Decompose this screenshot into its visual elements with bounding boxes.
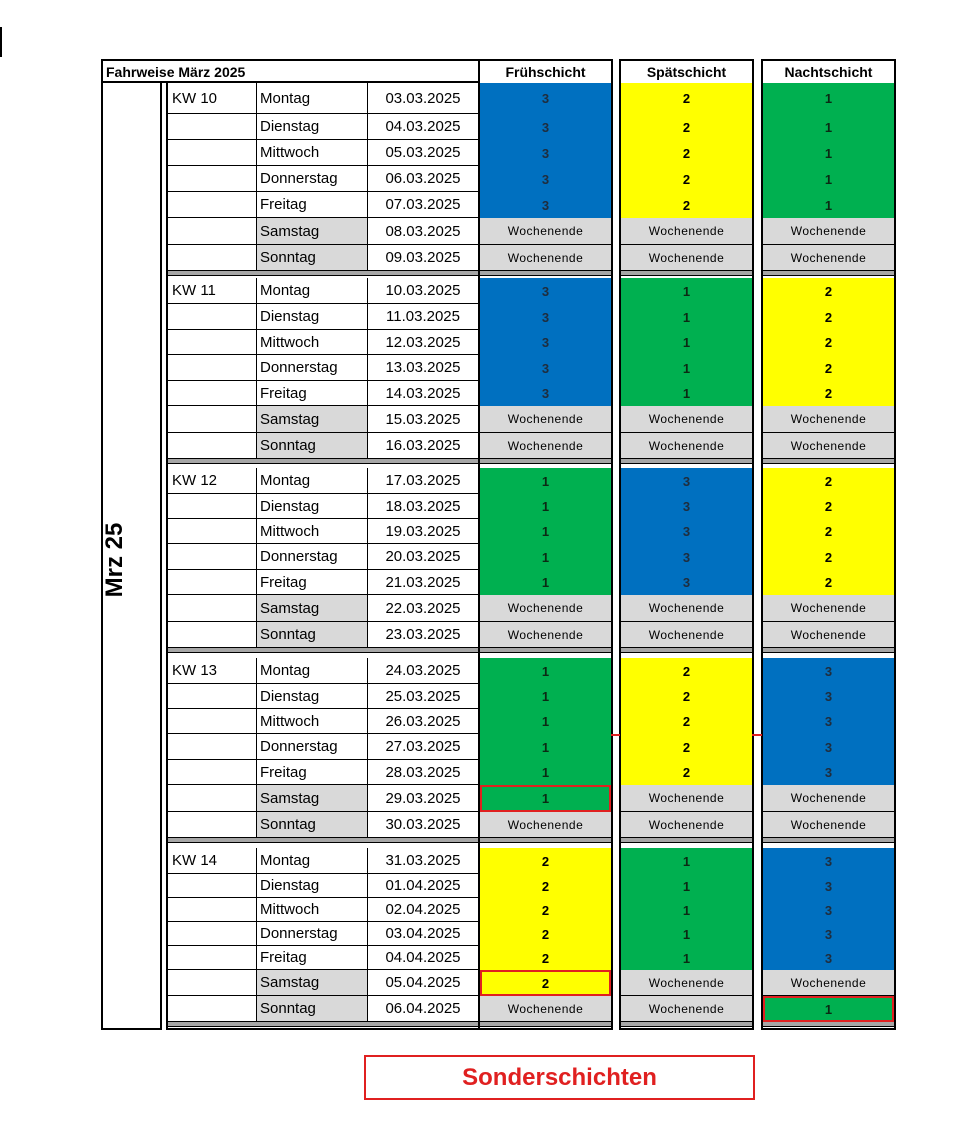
- shift-cell: 3: [480, 114, 611, 140]
- week-separator: [621, 1022, 752, 1027]
- shift-cell: 3: [763, 734, 894, 760]
- week-label: [172, 245, 256, 270]
- weekend-cell: Wochenende: [480, 996, 611, 1022]
- date-cell: 09.03.2025: [367, 245, 478, 270]
- table-row: [168, 355, 478, 381]
- weekday-cell: Freitag: [256, 570, 367, 594]
- table-row: [168, 946, 478, 970]
- date-cell: 04.04.2025: [367, 946, 478, 969]
- week-label: KW 10: [172, 89, 218, 107]
- table-row: [168, 494, 478, 519]
- weekend-cell: Wochenende: [621, 970, 752, 996]
- week-label: [172, 595, 256, 621]
- weekend-cell: Wochenende: [763, 595, 894, 622]
- weekend-cell: Wochenende: [621, 595, 752, 622]
- week-label: [172, 874, 256, 897]
- date-cell: 15.03.2025: [367, 406, 478, 432]
- weekend-cell: Wochenende: [763, 218, 894, 245]
- shift-cell: 2: [621, 192, 752, 218]
- special-shift-cell: 2: [480, 970, 611, 996]
- weekend-cell: Wochenende: [621, 218, 752, 245]
- weekend-cell: Wochenende: [480, 218, 611, 245]
- shift-cell: 1: [480, 658, 611, 684]
- table-row: [168, 140, 478, 166]
- week-label: [172, 114, 256, 139]
- shift-cell: 2: [763, 494, 894, 519]
- week-label: [172, 946, 256, 969]
- day-rows: [166, 83, 478, 1030]
- week-separator: [480, 648, 611, 653]
- weekday-cell: Dienstag: [256, 114, 367, 139]
- shift-header-frueh: Frühschicht: [480, 61, 611, 85]
- week-label: [172, 433, 256, 458]
- weekday-cell: Montag: [256, 278, 367, 303]
- weekend-cell: Wochenende: [480, 433, 611, 459]
- table-row: [168, 785, 478, 812]
- week-label: [172, 519, 256, 543]
- shift-cell: 3: [763, 946, 894, 970]
- shift-cell: 2: [621, 140, 752, 166]
- week-label: [172, 709, 256, 733]
- weekday-cell: Montag: [256, 83, 367, 113]
- shift-cell: 3: [621, 519, 752, 544]
- table-row: [168, 709, 478, 734]
- date-cell: 18.03.2025: [367, 494, 478, 518]
- weekday-cell: Donnerstag: [256, 544, 367, 569]
- weekday-cell: Dienstag: [256, 494, 367, 518]
- date-cell: 01.04.2025: [367, 874, 478, 897]
- weekday-cell: Montag: [256, 658, 367, 683]
- week-label: [172, 570, 256, 594]
- shift-cell: 2: [763, 304, 894, 330]
- week-label: [172, 734, 256, 759]
- table-row: [168, 330, 478, 355]
- shift-cell: 3: [763, 760, 894, 785]
- table-row: [168, 114, 478, 140]
- week-separator: [168, 838, 478, 843]
- shift-cell: 1: [621, 304, 752, 330]
- weekday-cell: Sonntag: [256, 996, 367, 1021]
- shift-cell: 3: [763, 709, 894, 734]
- weekday-cell: Samstag: [256, 218, 367, 244]
- week-label: KW 14: [172, 852, 218, 869]
- weekday-cell: Montag: [256, 468, 367, 493]
- table-row: [168, 874, 478, 898]
- date-cell: 28.03.2025: [367, 760, 478, 784]
- weekend-cell: Wochenende: [480, 595, 611, 622]
- weekend-cell: Wochenende: [763, 785, 894, 812]
- table-row: [168, 278, 478, 304]
- shift-cell: 3: [480, 192, 611, 218]
- table-row: [168, 684, 478, 709]
- table-row: [168, 658, 478, 684]
- week-separator: [763, 271, 894, 276]
- date-cell: 27.03.2025: [367, 734, 478, 759]
- weekday-cell: Donnerstag: [256, 734, 367, 759]
- weekend-cell: Wochenende: [763, 812, 894, 838]
- weekday-cell: Mittwoch: [256, 898, 367, 921]
- table-row: [168, 898, 478, 922]
- table-row: [168, 622, 478, 648]
- shift-cell: 2: [621, 83, 752, 114]
- date-cell: 31.03.2025: [367, 848, 478, 873]
- shift-cell: 1: [480, 544, 611, 570]
- weekday-cell: Dienstag: [256, 304, 367, 329]
- shift-cell: 1: [763, 192, 894, 218]
- weekday-cell: Mittwoch: [256, 709, 367, 733]
- shift-cell: 2: [621, 760, 752, 785]
- table-row: [168, 760, 478, 785]
- table-row: [168, 734, 478, 760]
- shift-cell: 2: [621, 658, 752, 684]
- date-cell: 24.03.2025: [367, 658, 478, 683]
- week-label: [172, 494, 256, 518]
- shift-cell: 1: [621, 381, 752, 406]
- weekday-cell: Freitag: [256, 946, 367, 969]
- table-row: [168, 433, 478, 459]
- shift-cell: 3: [621, 494, 752, 519]
- shift-cell: 2: [621, 684, 752, 709]
- shift-column-nacht: [761, 59, 896, 1030]
- weekday-cell: Donnerstag: [256, 355, 367, 380]
- shift-cell: 1: [621, 355, 752, 381]
- week-label: [172, 922, 256, 945]
- date-cell: 06.04.2025: [367, 996, 478, 1021]
- week-label: [172, 381, 256, 405]
- week-separator: [763, 838, 894, 843]
- date-cell: 08.03.2025: [367, 218, 478, 244]
- date-cell: 22.03.2025: [367, 595, 478, 621]
- week-separator: [621, 459, 752, 464]
- week-label: [172, 304, 256, 329]
- date-cell: 19.03.2025: [367, 519, 478, 543]
- weekday-cell: Montag: [256, 848, 367, 873]
- week-separator: [168, 648, 478, 653]
- shift-cell: 3: [763, 684, 894, 709]
- week-separator: [621, 648, 752, 653]
- table-row: [168, 468, 478, 494]
- date-cell: 02.04.2025: [367, 898, 478, 921]
- week-label: [172, 812, 256, 837]
- shift-cell: 3: [763, 658, 894, 684]
- week-label: [172, 996, 256, 1021]
- table-row: [168, 304, 478, 330]
- shift-cell: 3: [480, 83, 611, 114]
- shift-cell: 2: [763, 468, 894, 494]
- date-cell: 14.03.2025: [367, 381, 478, 405]
- shift-cell: 2: [621, 166, 752, 192]
- date-cell: 03.03.2025: [367, 83, 478, 113]
- shift-cell: 3: [621, 468, 752, 494]
- shift-cell: 3: [621, 570, 752, 595]
- weekend-cell: Wochenende: [763, 622, 894, 648]
- date-cell: 21.03.2025: [367, 570, 478, 594]
- date-cell: 10.03.2025: [367, 278, 478, 303]
- special-shift-cell: 1: [480, 785, 611, 812]
- week-separator: [763, 1022, 894, 1027]
- table-row: [168, 406, 478, 433]
- table-row: [168, 519, 478, 544]
- shift-cell: 1: [480, 519, 611, 544]
- shift-cell: 2: [480, 922, 611, 946]
- date-cell: 25.03.2025: [367, 684, 478, 708]
- date-cell: 23.03.2025: [367, 622, 478, 647]
- weekday-cell: Freitag: [256, 760, 367, 784]
- weekend-cell: Wochenende: [763, 245, 894, 271]
- week-label: [172, 622, 256, 647]
- week-label: [172, 544, 256, 569]
- weekday-cell: Donnerstag: [256, 166, 367, 191]
- shift-cell: 1: [763, 83, 894, 114]
- week-label: [172, 406, 256, 432]
- week-separator: [480, 271, 611, 276]
- shift-cell: 3: [763, 848, 894, 874]
- weekend-cell: Wochenende: [480, 245, 611, 271]
- shift-cell: 1: [480, 684, 611, 709]
- shift-cell: 3: [763, 874, 894, 898]
- shift-cell: 3: [480, 278, 611, 304]
- date-cell: 06.03.2025: [367, 166, 478, 191]
- weekend-cell: Wochenende: [480, 406, 611, 433]
- week-separator: [763, 648, 894, 653]
- weekend-cell: Wochenende: [621, 622, 752, 648]
- weekend-cell: Wochenende: [621, 996, 752, 1022]
- week-separator: [480, 838, 611, 843]
- weekday-cell: Samstag: [256, 406, 367, 432]
- table-row: [168, 922, 478, 946]
- weekday-cell: Sonntag: [256, 433, 367, 458]
- shift-header-nacht: Nachtschicht: [763, 61, 894, 85]
- week-label: [172, 970, 256, 995]
- date-cell: 05.03.2025: [367, 140, 478, 165]
- week-separator: [621, 271, 752, 276]
- date-cell: 03.04.2025: [367, 922, 478, 945]
- shift-cell: 2: [763, 278, 894, 304]
- shift-cell: 3: [621, 544, 752, 570]
- weekday-cell: Samstag: [256, 595, 367, 621]
- date-cell: 20.03.2025: [367, 544, 478, 569]
- shift-cell: 1: [480, 468, 611, 494]
- week-separator: [480, 1022, 611, 1027]
- red-marker-line: [752, 734, 762, 736]
- shift-cell: 2: [480, 874, 611, 898]
- week-separator: [763, 459, 894, 464]
- shift-cell: 1: [621, 278, 752, 304]
- shift-cell: 2: [480, 946, 611, 970]
- weekday-cell: Mittwoch: [256, 519, 367, 543]
- shift-cell: 2: [763, 570, 894, 595]
- table-row: [168, 381, 478, 406]
- weekday-cell: Freitag: [256, 192, 367, 217]
- table-row: [168, 848, 478, 874]
- shift-cell: 3: [480, 304, 611, 330]
- shift-cell: 1: [480, 734, 611, 760]
- date-cell: 05.04.2025: [367, 970, 478, 995]
- weekday-cell: Mittwoch: [256, 140, 367, 165]
- shift-cell: 1: [621, 922, 752, 946]
- table-row: [168, 812, 478, 838]
- week-label: [172, 898, 256, 921]
- shift-cell: 1: [480, 570, 611, 595]
- shift-cell: 1: [480, 494, 611, 519]
- text-cursor: [0, 27, 2, 57]
- date-cell: 11.03.2025: [367, 304, 478, 329]
- shift-column-spaet: [619, 59, 754, 1030]
- table-row: [168, 218, 478, 245]
- weekend-cell: Wochenende: [763, 406, 894, 433]
- table-row: [168, 83, 478, 114]
- week-label: [172, 140, 256, 165]
- weekday-cell: Sonntag: [256, 812, 367, 837]
- date-cell: 04.03.2025: [367, 114, 478, 139]
- week-label: KW 11: [172, 282, 216, 299]
- table-row: [168, 245, 478, 271]
- date-cell: 30.03.2025: [367, 812, 478, 837]
- date-cell: 17.03.2025: [367, 468, 478, 493]
- week-label: KW 13: [172, 662, 218, 679]
- week-label: [172, 760, 256, 784]
- shift-column-frueh: [478, 59, 613, 1030]
- week-label: [172, 684, 256, 708]
- weekday-cell: Dienstag: [256, 874, 367, 897]
- week-separator: [480, 459, 611, 464]
- shift-cell: 1: [621, 848, 752, 874]
- shift-cell: 1: [763, 140, 894, 166]
- shift-cell: 2: [763, 355, 894, 381]
- shift-cell: 1: [621, 330, 752, 355]
- shift-cell: 1: [763, 166, 894, 192]
- weekend-cell: Wochenende: [763, 970, 894, 996]
- shift-cell: 3: [480, 166, 611, 192]
- weekday-cell: Freitag: [256, 381, 367, 405]
- date-cell: 29.03.2025: [367, 785, 478, 811]
- weekday-cell: Donnerstag: [256, 922, 367, 945]
- shift-cell: 1: [480, 760, 611, 785]
- weekend-cell: Wochenende: [621, 785, 752, 812]
- weekend-cell: Wochenende: [480, 812, 611, 838]
- weekend-cell: Wochenende: [480, 622, 611, 648]
- table-title: Fahrweise März 2025: [101, 59, 478, 83]
- shift-cell: 2: [763, 544, 894, 570]
- week-separator: [168, 271, 478, 276]
- table-row: [168, 166, 478, 192]
- week-label: KW 12: [172, 472, 218, 489]
- shift-cell: 2: [480, 848, 611, 874]
- weekday-cell: Samstag: [256, 970, 367, 995]
- shift-cell: 3: [480, 140, 611, 166]
- table-row: [168, 970, 478, 996]
- weekday-cell: Mittwoch: [256, 330, 367, 354]
- week-label: [172, 330, 256, 354]
- date-cell: 26.03.2025: [367, 709, 478, 733]
- weekend-cell: Wochenende: [621, 812, 752, 838]
- shift-cell: 3: [480, 330, 611, 355]
- week-label: [172, 355, 256, 380]
- shift-cell: 3: [763, 898, 894, 922]
- date-cell: 12.03.2025: [367, 330, 478, 354]
- week-separator: [168, 1022, 478, 1027]
- weekday-cell: Sonntag: [256, 622, 367, 647]
- shift-cell: 2: [763, 381, 894, 406]
- shift-cell: 1: [621, 874, 752, 898]
- shift-cell: 1: [621, 946, 752, 970]
- table-row: [168, 996, 478, 1022]
- month-label: Mrz 25: [101, 522, 128, 598]
- shift-cell: 2: [621, 734, 752, 760]
- shift-cell: 3: [480, 355, 611, 381]
- week-separator: [168, 459, 478, 464]
- shift-cell: 2: [480, 898, 611, 922]
- shift-cell: 1: [480, 709, 611, 734]
- weekend-cell: Wochenende: [763, 433, 894, 459]
- date-cell: 07.03.2025: [367, 192, 478, 217]
- week-label: [172, 166, 256, 191]
- shift-cell: 3: [480, 381, 611, 406]
- shift-cell: 2: [763, 519, 894, 544]
- week-separator: [621, 838, 752, 843]
- weekday-cell: Sonntag: [256, 245, 367, 270]
- shift-header-spaet: Spätschicht: [621, 61, 752, 85]
- table-row: [168, 192, 478, 218]
- weekend-cell: Wochenende: [621, 245, 752, 271]
- table-row: [168, 544, 478, 570]
- special-shift-cell: 1: [763, 996, 894, 1022]
- weekend-cell: Wochenende: [621, 433, 752, 459]
- legend-sonderschichten: Sonderschichten: [364, 1055, 755, 1100]
- week-label: [172, 192, 256, 217]
- weekday-cell: Samstag: [256, 785, 367, 811]
- red-marker-line: [611, 734, 620, 736]
- table-row: [168, 595, 478, 622]
- week-label: [172, 218, 256, 244]
- shift-cell: 3: [763, 922, 894, 946]
- weekday-cell: Dienstag: [256, 684, 367, 708]
- week-label: [172, 785, 256, 811]
- shift-cell: 2: [621, 709, 752, 734]
- shift-cell: 1: [621, 898, 752, 922]
- table-row: [168, 570, 478, 595]
- weekend-cell: Wochenende: [621, 406, 752, 433]
- date-cell: 16.03.2025: [367, 433, 478, 458]
- shift-cell: 1: [763, 114, 894, 140]
- shift-cell: 2: [763, 330, 894, 355]
- shift-cell: 2: [621, 114, 752, 140]
- date-cell: 13.03.2025: [367, 355, 478, 380]
